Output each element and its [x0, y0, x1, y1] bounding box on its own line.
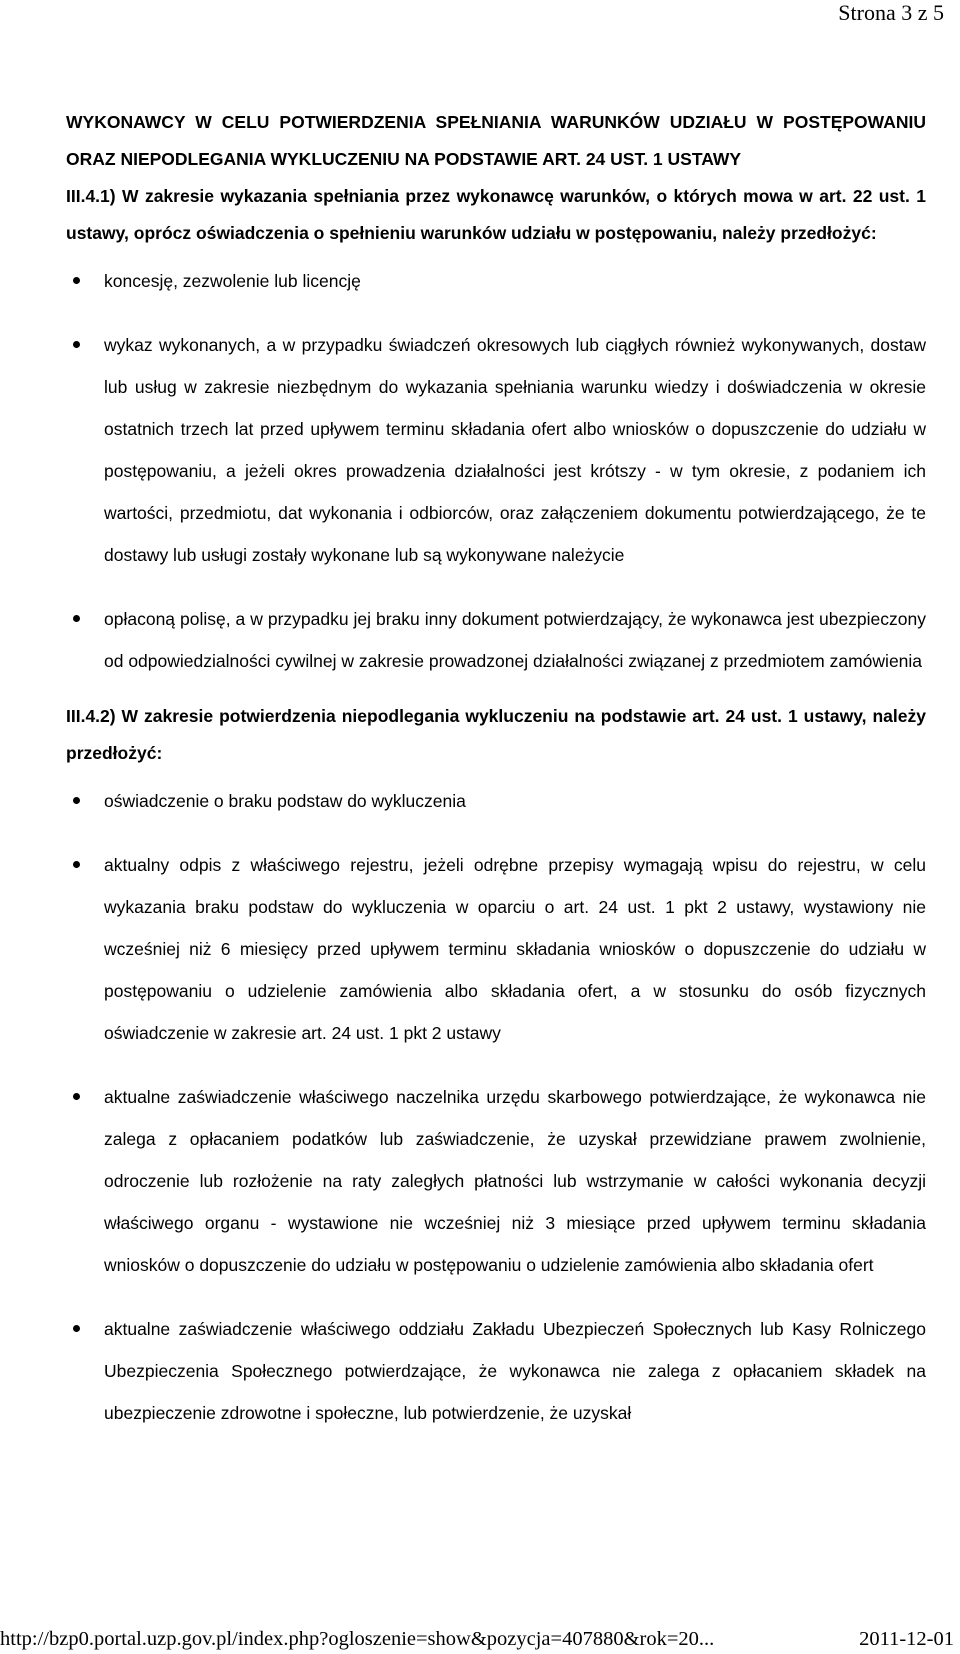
list-item	[66, 260, 926, 302]
list-item	[66, 1076, 926, 1286]
list-item-text: aktualne zaświadczenie właściwego oddziału Zakładu Ubezpieczeń Społecznych lub Kasy Rolniczego Ubezpieczenia Społecznego potwierdzające, że wykonawca nie zalega z opłacaniem składek na ubezpieczenie zdrowotne i społeczne, lub potwierdzenie, że uzyskał	[104, 1319, 926, 1423]
list-item-text: koncesję, zezwolenie lub licencję	[104, 271, 361, 291]
list-item	[66, 1308, 926, 1434]
list-item-text: aktualne zaświadczenie właściwego naczelnika urzędu skarbowego potwierdzające, że wykonawca nie zalega z opłacaniem podatków lub zaświadczenie, że uzyskał przewidziane prawem zwolnienie, odroczenie lub rozłożenie na raty zaległych płatności lub wstrzymanie w całości wykonania decyzji właściwego organu - wystawione nie wcześniej niż 3 miesiące przed upływem terminu składania wniosków o dopuszczenie do udziału w postępowaniu o udzielenie zamówienia albo składania ofert	[104, 1087, 926, 1275]
page-footer	[0, 1624, 960, 1654]
list-item	[66, 324, 926, 576]
bullet-icon	[73, 797, 80, 804]
section-title: WYKONAWCY W CELU POTWIERDZENIA SPEŁNIANIA WARUNKÓW UDZIAŁU W POSTĘPOWANIU ORAZ NIEPODLEGANIA WYKLUCZENIU NA PODSTAWIE ART. 24 UST. 1 USTAWY	[66, 112, 926, 169]
list-item-text: oświadczenie o braku podstaw do wykluczenia	[104, 791, 466, 811]
list-item-text: wykaz wykonanych, a w przypadku świadczeń okresowych lub ciągłych również wykonywanych, dostaw lub usług w zakresie niezbędnym do wykazania spełniania warunku wiedzy i doświadczenia w okresie ostatnich trzech lat przed upływem terminu składania ofert albo wniosków o dopuszczenie do udziału w postępowaniu, a jeżeli okres prowadzenia działalności jest krótszy - w tym okresie, z podaniem ich wartości, przedmiotu, dat wykonania i odbiorców, oraz załączeniem dokumentu potwierdzającego, że te dostawy lub usługi zostały wykonane lub są wykonywane należycie	[104, 335, 926, 565]
footer-url[interactable]: http://bzp0.portal.uzp.gov.pl/index.php?ogloszenie=show&pozycja=407880&rok=20...	[0, 1628, 715, 1650]
list-item	[66, 598, 926, 682]
list-item-text: opłaconą polisę, a w przypadku jej braku inny dokument potwierdzający, że wykonawca jest ubezpieczony od odpowiedzialności cywilnej w zakresie prowadzonej działalności związanej z przedmiotem zamówienia	[104, 609, 926, 671]
bullet-icon	[73, 277, 80, 284]
footer-date: 2011-12-01	[859, 1628, 954, 1650]
bullet-icon	[73, 1093, 80, 1100]
list-item	[66, 780, 926, 822]
list-item-text: aktualny odpis z właściwego rejestru, jeżeli odrębne przepisy wymagają wpisu do rejestru, w celu wykazania braku podstaw do wykluczenia w oparciu o art. 24 ust. 1 pkt 2 ustawy, wystawiony nie wcześniej niż 6 miesięcy przed upływem terminu składania wniosków o dopuszczenie do udziału w postępowaniu o udzielenie zamówienia albo składania ofert, a w stosunku do osób fizycznych oświadczenie w zakresie art. 24 ust. 1 pkt 2 ustawy	[104, 855, 926, 1043]
bullet-icon	[73, 341, 80, 348]
list-item	[66, 844, 926, 1054]
section-4-2-list	[66, 780, 926, 1434]
document-body	[66, 104, 926, 1434]
bullet-icon	[73, 1325, 80, 1332]
section-4-1-list	[66, 260, 926, 682]
bullet-icon	[73, 615, 80, 622]
bullet-icon	[73, 861, 80, 868]
page-number: Strona 3 z 5	[838, 0, 944, 25]
section-4-1-heading: III.4.1) W zakresie wykazania spełniania przez wykonawcę warunków, o których mowa w art. 22 ust. 1 ustawy, oprócz oświadczenia o spełnieniu warunków udziału w postępowaniu, należy przedłożyć:	[66, 186, 926, 243]
section-4-2-heading: III.4.2) W zakresie potwierdzenia niepodlegania wykluczeniu na podstawie art. 24 ust. 1 ustawy, należy przedłożyć:	[66, 706, 926, 763]
